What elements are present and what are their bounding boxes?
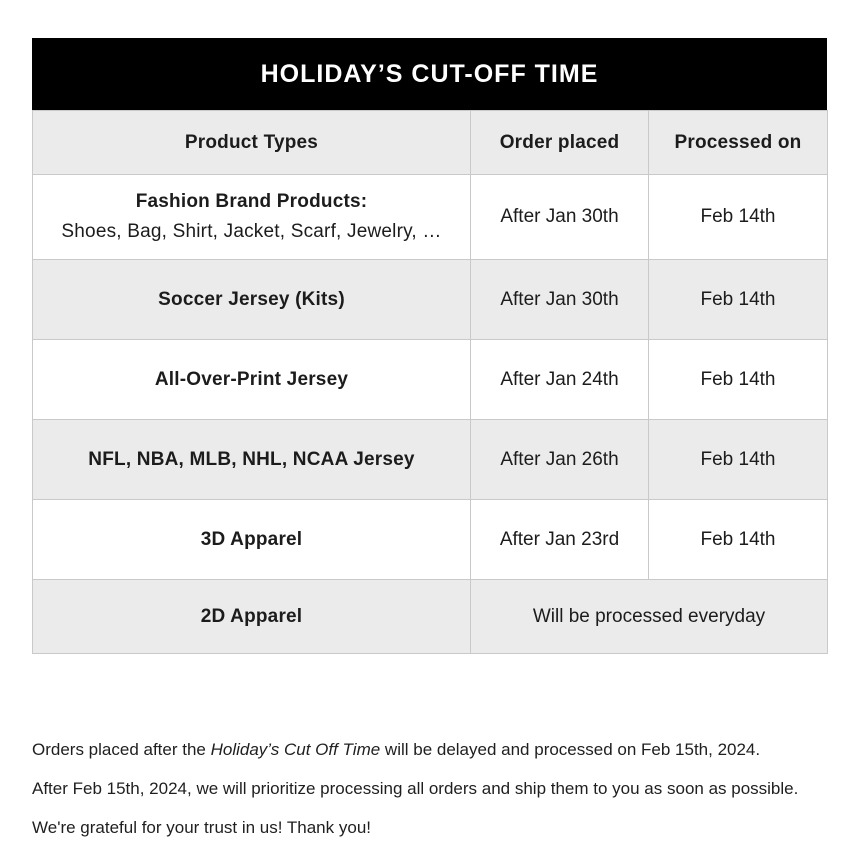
table-row-3d-apparel	[33, 500, 828, 580]
processed-on-cell: Feb 14th	[649, 420, 828, 500]
note-line-1-italic-phrase: Holiday’s Cut Off Time	[210, 740, 381, 759]
processed-on-cell: Feb 14th	[649, 260, 828, 340]
order-placed-cell: After Jan 23rd	[471, 500, 649, 580]
page-title: HOLIDAY’S CUT-OFF TIME	[260, 59, 599, 88]
note-line-1-suffix: will be delayed and processed on Feb 15th, 2024.	[380, 740, 761, 759]
product-cell: 3D Apparel	[33, 500, 471, 580]
processed-on-cell: Feb 14th	[649, 175, 828, 260]
product-cell: 2D Apparel	[33, 580, 471, 654]
table-row-fashion-brand	[33, 175, 828, 260]
column-header-product-types: Product Types	[33, 111, 471, 175]
note-line-2: After Feb 15th, 2024, we will prioritize processing all orders and ship them to you as soon as possible.	[32, 779, 799, 798]
column-header-processed-on: Processed on	[649, 111, 828, 175]
table-row-soccer-jersey	[33, 260, 828, 340]
product-cell: NFL, NBA, MLB, NHL, NCAA Jersey	[33, 420, 471, 500]
note-line-1-prefix: Orders placed after the	[32, 740, 211, 759]
title-bar	[32, 38, 827, 110]
merged-note-cell: Will be processed everyday	[471, 580, 828, 654]
processed-on-cell: Feb 14th	[649, 340, 828, 420]
content-wrap	[32, 38, 827, 654]
order-placed-cell: After Jan 26th	[471, 420, 649, 500]
column-header-order-placed: Order placed	[471, 111, 649, 175]
note-line-3: We're grateful for your trust in us! Thank you!	[32, 818, 371, 837]
processed-on-cell: Feb 14th	[649, 500, 828, 580]
order-placed-cell: After Jan 30th	[471, 175, 649, 260]
cutoff-table	[32, 110, 828, 654]
note-line-1	[32, 730, 859, 769]
table-header-row	[33, 111, 828, 175]
product-examples: Shoes, Bag, Shirt, Jacket, Scarf, Jewelry, …	[61, 220, 442, 242]
product-cell	[33, 175, 471, 260]
product-name: Fashion Brand Products:	[135, 191, 368, 213]
order-placed-cell: After Jan 30th	[471, 260, 649, 340]
table-row-2d-apparel	[33, 580, 828, 654]
table-row-league-jersey	[33, 420, 828, 500]
table-row-all-over-print	[33, 340, 828, 420]
order-placed-cell: After Jan 24th	[471, 340, 649, 420]
footer-notes	[32, 730, 859, 847]
product-cell: Soccer Jersey (Kits)	[33, 260, 471, 340]
product-cell: All-Over-Print Jersey	[33, 340, 471, 420]
